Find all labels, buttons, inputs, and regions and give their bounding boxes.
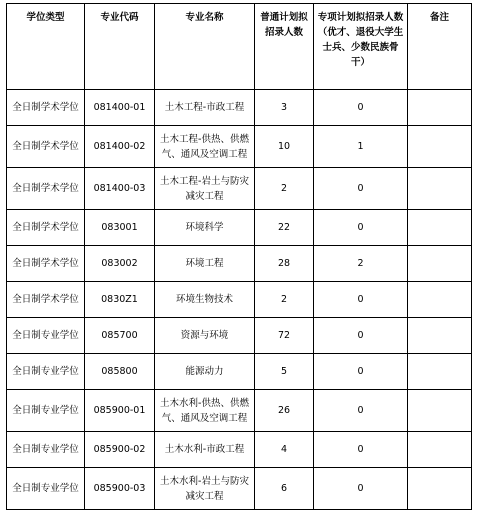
cell-special-plan: 0 — [314, 390, 408, 432]
table-row — [7, 246, 472, 282]
cell-general-plan: 2 — [255, 168, 314, 210]
cell-general-plan: 28 — [255, 246, 314, 282]
cell-special-plan: 0 — [314, 282, 408, 318]
cell-remarks — [408, 210, 472, 246]
cell-degree-type: 全日制学术学位 — [7, 90, 85, 126]
header-major-name: 专业名称 — [155, 4, 255, 90]
cell-remarks — [408, 354, 472, 390]
header-remarks: 备注 — [408, 4, 472, 90]
table-row — [7, 90, 472, 126]
cell-special-plan: 0 — [314, 318, 408, 354]
cell-degree-type: 全日制学术学位 — [7, 282, 85, 318]
cell-general-plan: 26 — [255, 390, 314, 432]
table-row — [7, 282, 472, 318]
header-general-plan: 普通计划拟招录人数 — [255, 4, 314, 90]
cell-major-name: 资源与环境 — [155, 318, 255, 354]
cell-major-name: 土木工程-岩土与防灾减灾工程 — [155, 168, 255, 210]
table-body — [7, 90, 472, 510]
cell-remarks — [408, 246, 472, 282]
cell-major-name: 土木工程-供热、供燃气、通风及空调工程 — [155, 126, 255, 168]
cell-general-plan: 6 — [255, 468, 314, 510]
enrollment-plan-table — [6, 3, 472, 510]
cell-major-name: 环境生物技术 — [155, 282, 255, 318]
header-special-plan-note: （优才、退役大学生士兵、少数民族骨干） — [317, 27, 404, 68]
cell-major-code: 085900-02 — [85, 432, 155, 468]
table-header-row — [7, 4, 472, 90]
cell-degree-type: 全日制学术学位 — [7, 126, 85, 168]
table-row — [7, 210, 472, 246]
table-row — [7, 354, 472, 390]
cell-remarks — [408, 168, 472, 210]
table-row — [7, 468, 472, 510]
cell-major-name: 环境工程 — [155, 246, 255, 282]
cell-major-code: 0830Z1 — [85, 282, 155, 318]
cell-general-plan: 5 — [255, 354, 314, 390]
header-special-plan — [314, 4, 408, 90]
cell-major-name: 能源动力 — [155, 354, 255, 390]
cell-general-plan: 10 — [255, 126, 314, 168]
cell-remarks — [408, 126, 472, 168]
cell-degree-type: 全日制专业学位 — [7, 468, 85, 510]
table-row — [7, 318, 472, 354]
cell-special-plan: 0 — [314, 210, 408, 246]
cell-major-code: 085900-03 — [85, 468, 155, 510]
table-row — [7, 168, 472, 210]
cell-major-code: 081400-03 — [85, 168, 155, 210]
cell-major-code: 083001 — [85, 210, 155, 246]
cell-remarks — [408, 468, 472, 510]
cell-degree-type: 全日制学术学位 — [7, 168, 85, 210]
cell-degree-type: 全日制专业学位 — [7, 318, 85, 354]
cell-major-code: 085900-01 — [85, 390, 155, 432]
cell-major-code: 083002 — [85, 246, 155, 282]
cell-major-code: 085700 — [85, 318, 155, 354]
cell-major-code: 081400-02 — [85, 126, 155, 168]
cell-general-plan: 4 — [255, 432, 314, 468]
cell-general-plan: 72 — [255, 318, 314, 354]
table-row — [7, 126, 472, 168]
cell-special-plan: 0 — [314, 432, 408, 468]
cell-remarks — [408, 318, 472, 354]
cell-remarks — [408, 432, 472, 468]
cell-major-code: 085800 — [85, 354, 155, 390]
cell-major-name: 土木工程-市政工程 — [155, 90, 255, 126]
cell-degree-type: 全日制专业学位 — [7, 390, 85, 432]
cell-general-plan: 3 — [255, 90, 314, 126]
cell-degree-type: 全日制学术学位 — [7, 246, 85, 282]
table-row — [7, 390, 472, 432]
cell-special-plan: 0 — [314, 168, 408, 210]
cell-general-plan: 22 — [255, 210, 314, 246]
cell-major-name: 土木水利-供热、供燃气、通风及空调工程 — [155, 390, 255, 432]
cell-general-plan: 2 — [255, 282, 314, 318]
cell-degree-type: 全日制学术学位 — [7, 210, 85, 246]
cell-major-name: 环境科学 — [155, 210, 255, 246]
cell-remarks — [408, 390, 472, 432]
table-row — [7, 432, 472, 468]
cell-degree-type: 全日制专业学位 — [7, 354, 85, 390]
cell-special-plan: 0 — [314, 90, 408, 126]
cell-remarks — [408, 282, 472, 318]
cell-degree-type: 全日制专业学位 — [7, 432, 85, 468]
cell-special-plan: 2 — [314, 246, 408, 282]
cell-special-plan: 0 — [314, 354, 408, 390]
cell-major-name: 土木水利-岩土与防灾减灾工程 — [155, 468, 255, 510]
cell-major-code: 081400-01 — [85, 90, 155, 126]
header-degree-type: 学位类型 — [7, 4, 85, 90]
cell-special-plan: 1 — [314, 126, 408, 168]
enrollment-table-container — [6, 3, 472, 510]
cell-special-plan: 0 — [314, 468, 408, 510]
cell-major-name: 土木水利-市政工程 — [155, 432, 255, 468]
header-major-code: 专业代码 — [85, 4, 155, 90]
cell-remarks — [408, 90, 472, 126]
header-special-plan-title: 专项计划拟招录人数 — [317, 12, 404, 23]
